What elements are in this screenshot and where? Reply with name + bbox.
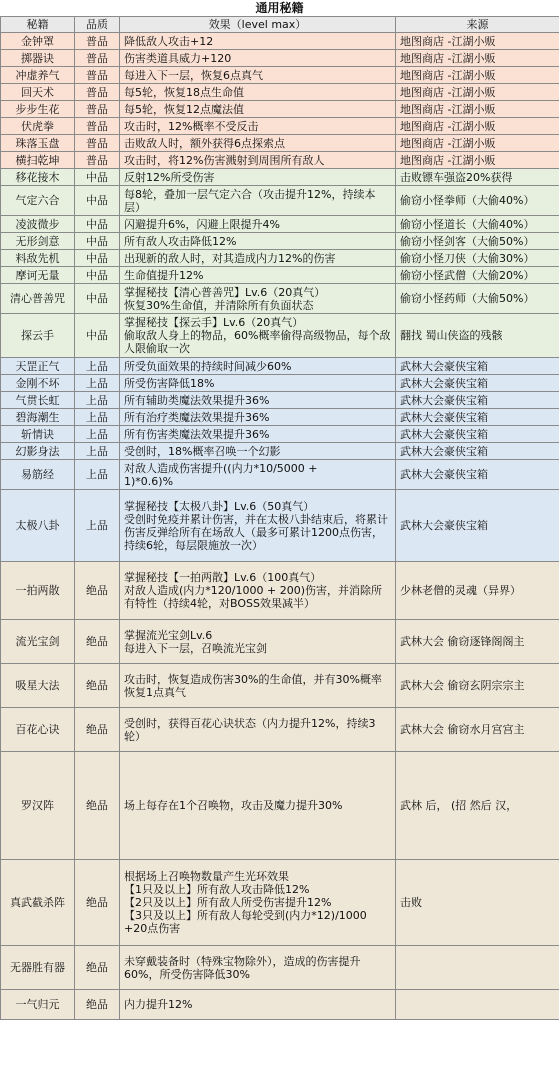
row-grade: 普品 xyxy=(75,101,120,118)
row-source: 偷窃小怪刀侠（大偷30%） xyxy=(396,250,559,267)
row-grade: 普品 xyxy=(75,67,120,84)
row-name: 斩情诀 xyxy=(1,426,75,443)
row-grade: 上品 xyxy=(75,358,120,375)
table-row xyxy=(1,620,559,664)
row-name: 无形剑意 xyxy=(1,233,75,250)
row-effect: 反射12%所受伤害 xyxy=(120,169,396,186)
row-name: 料敌先机 xyxy=(1,250,75,267)
row-name: 流光宝剑 xyxy=(1,620,75,664)
row-source: 武林大会豪侠宝箱 xyxy=(396,409,559,426)
row-effect: 降低敌人攻击+12 xyxy=(120,33,396,50)
row-effect: 掌握流光宝剑Lv.6 每进入下一层，召唤流光宝剑 xyxy=(120,620,396,664)
row-name: 幻影身法 xyxy=(1,443,75,460)
row-name: 碧海潮生 xyxy=(1,409,75,426)
row-effect: 所受负面效果的持续时间减少60% xyxy=(120,358,396,375)
row-grade: 普品 xyxy=(75,118,120,135)
table-row xyxy=(1,216,559,233)
row-name: 罗汉阵 xyxy=(1,752,75,860)
row-grade: 上品 xyxy=(75,392,120,409)
table-row xyxy=(1,250,559,267)
row-grade: 中品 xyxy=(75,186,120,216)
row-name: 伏虎拳 xyxy=(1,118,75,135)
row-source: 地图商店 -江湖小贩 xyxy=(396,152,559,169)
row-effect: 未穿戴装备时（特殊宝物除外），造成的伤害提升60%，所受伤害降低30% xyxy=(120,946,396,990)
row-effect: 受创时，18%概率召唤一个幻影 xyxy=(120,443,396,460)
row-grade: 中品 xyxy=(75,314,120,358)
row-name: 摩诃无量 xyxy=(1,267,75,284)
table-row xyxy=(1,664,559,708)
row-name: 一气归元 xyxy=(1,990,75,1020)
row-grade: 上品 xyxy=(75,375,120,392)
row-source: 击败 xyxy=(396,860,559,946)
row-source: 偷窃小怪武僧（大偷20%） xyxy=(396,267,559,284)
row-name: 探云手 xyxy=(1,314,75,358)
row-source: 地图商店 -江湖小贩 xyxy=(396,67,559,84)
table-row xyxy=(1,135,559,152)
row-name: 一拍两散 xyxy=(1,562,75,620)
row-name: 百花心诀 xyxy=(1,708,75,752)
row-name: 金钟罩 xyxy=(1,33,75,50)
row-effect: 所有辅助类魔法效果提升36% xyxy=(120,392,396,409)
table-row xyxy=(1,752,559,860)
row-effect: 对敌人造成伤害提升((内力*10/5000 + 1)*0.6)% xyxy=(120,460,396,490)
row-effect: 受创时，获得百花心诀状态（内力提升12%，持续3轮） xyxy=(120,708,396,752)
row-grade: 绝品 xyxy=(75,990,120,1020)
row-source: 地图商店 -江湖小贩 xyxy=(396,118,559,135)
table-row xyxy=(1,460,559,490)
row-grade: 上品 xyxy=(75,443,120,460)
table-row xyxy=(1,152,559,169)
table-row xyxy=(1,284,559,314)
row-name: 凌波微步 xyxy=(1,216,75,233)
row-grade: 上品 xyxy=(75,460,120,490)
header-source: 来源 xyxy=(396,17,559,33)
table-row xyxy=(1,118,559,135)
table-row xyxy=(1,860,559,946)
table-row xyxy=(1,67,559,84)
row-source: 地图商店 -江湖小贩 xyxy=(396,33,559,50)
row-effect: 掌握秘技【太极八卦】Lv.6（50真气） 受创时免疫并累计伤害，并在太极八卦结束后，将累计伤害反弹给所有在场敌人（最多可累计1200点伤害，持续6轮，每层限施放一次） xyxy=(120,490,396,562)
table-row xyxy=(1,33,559,50)
row-grade: 绝品 xyxy=(75,620,120,664)
table-row xyxy=(1,426,559,443)
header-name: 秘籍 xyxy=(1,17,75,33)
row-grade: 中品 xyxy=(75,284,120,314)
row-source: 击败镖车强盗20%获得 xyxy=(396,169,559,186)
row-source: 偷窃小怪道长（大偷40%） xyxy=(396,216,559,233)
row-effect: 所受伤害降低18% xyxy=(120,375,396,392)
row-effect: 闪避提升6%，闪避上限提升4% xyxy=(120,216,396,233)
row-source: 少林老僧的灵魂（异界） xyxy=(396,562,559,620)
row-effect: 每5轮，恢复12点魔法值 xyxy=(120,101,396,118)
table-row xyxy=(1,169,559,186)
row-source: 武林大会 偷窃逐锋阁阁主 xyxy=(396,620,559,664)
row-name: 真武截杀阵 xyxy=(1,860,75,946)
row-grade: 中品 xyxy=(75,169,120,186)
row-source: 地图商店 -江湖小贩 xyxy=(396,101,559,118)
row-effect: 击败敌人时，额外获得6点探索点 xyxy=(120,135,396,152)
row-grade: 普品 xyxy=(75,33,120,50)
table-row xyxy=(1,314,559,358)
row-effect: 所有敌人攻击降低12% xyxy=(120,233,396,250)
row-grade: 普品 xyxy=(75,84,120,101)
row-effect: 场上每存在1个召唤物，攻击及魔力提升30% xyxy=(120,752,396,860)
row-source xyxy=(396,990,559,1020)
row-grade: 中品 xyxy=(75,233,120,250)
row-effect: 每5轮，恢复18点生命值 xyxy=(120,84,396,101)
header-row xyxy=(1,17,559,33)
row-name: 移花接木 xyxy=(1,169,75,186)
row-grade: 中品 xyxy=(75,267,120,284)
row-name: 无器胜有器 xyxy=(1,946,75,990)
row-name: 气定六合 xyxy=(1,186,75,216)
row-effect: 攻击时，12%概率不受反击 xyxy=(120,118,396,135)
row-source: 翻找 蜀山侠盗的残骸 xyxy=(396,314,559,358)
row-source: 武林大会豪侠宝箱 xyxy=(396,358,559,375)
row-name: 太极八卦 xyxy=(1,490,75,562)
table-row xyxy=(1,358,559,375)
row-name: 冲虚养气 xyxy=(1,67,75,84)
secret-manual-table xyxy=(0,16,559,1020)
row-source xyxy=(396,946,559,990)
row-effect: 掌握秘技【探云手】Lv.6（20真气） 偷取敌人身上的物品，60%概率偷得高级物品，每个敌人限偷取一次 xyxy=(120,314,396,358)
row-source: 偷窃小怪药师（大偷50%） xyxy=(396,284,559,314)
row-effect: 根据场上召唤物数量产生光环效果 【1只及以上】所有敌人攻击降低12% 【2只及以上】所有敌人所受伤害提升12% 【3只及以上】所有敌人每轮受到(内力*12)/1000 +20点伤害 xyxy=(120,860,396,946)
row-effect: 掌握秘技【一拍两散】Lv.6（100真气） 对敌人造成(内力*120/1000 + 200)伤害，并消除所有特性（持续4轮，对BOSS效果减半） xyxy=(120,562,396,620)
row-grade: 绝品 xyxy=(75,946,120,990)
table-row xyxy=(1,392,559,409)
table-row xyxy=(1,267,559,284)
row-source: 偷窃小怪剑客（大偷50%） xyxy=(396,233,559,250)
row-grade: 绝品 xyxy=(75,860,120,946)
row-grade: 普品 xyxy=(75,50,120,67)
row-effect: 出现新的敌人时，对其造成内力12%的伤害 xyxy=(120,250,396,267)
row-effect: 攻击时，恢复造成伤害30%的生命值，并有30%概率恢复1点真气 xyxy=(120,664,396,708)
row-source: 武林大会豪侠宝箱 xyxy=(396,375,559,392)
row-grade: 绝品 xyxy=(75,664,120,708)
row-name: 易筋经 xyxy=(1,460,75,490)
table-row xyxy=(1,708,559,752)
row-effect: 所有伤害类魔法效果提升36% xyxy=(120,426,396,443)
table-row xyxy=(1,375,559,392)
row-effect: 每进入下一层，恢复6点真气 xyxy=(120,67,396,84)
row-grade: 中品 xyxy=(75,250,120,267)
row-effect: 生命值提升12% xyxy=(120,267,396,284)
row-source: 武林大会豪侠宝箱 xyxy=(396,392,559,409)
row-grade: 上品 xyxy=(75,426,120,443)
table-title: 通用秘籍 xyxy=(0,0,559,17)
table-row xyxy=(1,990,559,1020)
row-source: 偷窃小怪拳师（大偷40%） xyxy=(396,186,559,216)
table-row xyxy=(1,443,559,460)
table-row xyxy=(1,946,559,990)
table-row xyxy=(1,84,559,101)
header-grade: 品质 xyxy=(75,17,120,33)
table-row xyxy=(1,409,559,426)
row-name: 掷器诀 xyxy=(1,50,75,67)
row-name: 气贯长虹 xyxy=(1,392,75,409)
row-effect: 伤害类道具威力+120 xyxy=(120,50,396,67)
row-name: 清心普善咒 xyxy=(1,284,75,314)
row-source: 武林大会豪侠宝箱 xyxy=(396,443,559,460)
row-grade: 上品 xyxy=(75,409,120,426)
row-grade: 中品 xyxy=(75,216,120,233)
row-effect: 攻击时，将12%伤害溅射到周围所有敌人 xyxy=(120,152,396,169)
table-row xyxy=(1,186,559,216)
row-source: 地图商店 -江湖小贩 xyxy=(396,50,559,67)
row-name: 金刚不坏 xyxy=(1,375,75,392)
row-source: 武林大会豪侠宝箱 xyxy=(396,426,559,443)
row-grade: 上品 xyxy=(75,490,120,562)
row-grade: 普品 xyxy=(75,152,120,169)
table-row xyxy=(1,101,559,118)
row-source: 地图商店 -江湖小贩 xyxy=(396,84,559,101)
row-effect: 所有治疗类魔法效果提升36% xyxy=(120,409,396,426)
row-name: 步步生花 xyxy=(1,101,75,118)
row-effect: 内力提升12% xyxy=(120,990,396,1020)
row-source: 地图商店 -江湖小贩 xyxy=(396,135,559,152)
row-name: 回天术 xyxy=(1,84,75,101)
row-effect: 每8轮，叠加一层气定六合（攻击提升12%，持续本层） xyxy=(120,186,396,216)
header-effect: 效果（level max） xyxy=(120,17,396,33)
row-effect: 掌握秘技【清心普善咒】Lv.6（20真气） 恢复30%生命值，并清除所有负面状态 xyxy=(120,284,396,314)
row-source: 武林大会 偷窃水月宫宫主 xyxy=(396,708,559,752)
row-grade: 绝品 xyxy=(75,562,120,620)
row-source: 武林大会豪侠宝箱 xyxy=(396,490,559,562)
row-name: 珠落玉盘 xyxy=(1,135,75,152)
row-name: 天罡正气 xyxy=(1,358,75,375)
table-row xyxy=(1,233,559,250)
row-grade: 普品 xyxy=(75,135,120,152)
row-source: 武林大会豪侠宝箱 xyxy=(396,460,559,490)
table-row xyxy=(1,562,559,620)
row-source: 武林 后， (招 然后 汉， xyxy=(396,752,559,860)
row-source: 武林大会 偷窃玄阴宗宗主 xyxy=(396,664,559,708)
row-name: 横扫乾坤 xyxy=(1,152,75,169)
table-row xyxy=(1,50,559,67)
row-grade: 绝品 xyxy=(75,752,120,860)
table-body xyxy=(1,33,559,1020)
row-grade: 绝品 xyxy=(75,708,120,752)
table-row xyxy=(1,490,559,562)
row-name: 吸星大法 xyxy=(1,664,75,708)
